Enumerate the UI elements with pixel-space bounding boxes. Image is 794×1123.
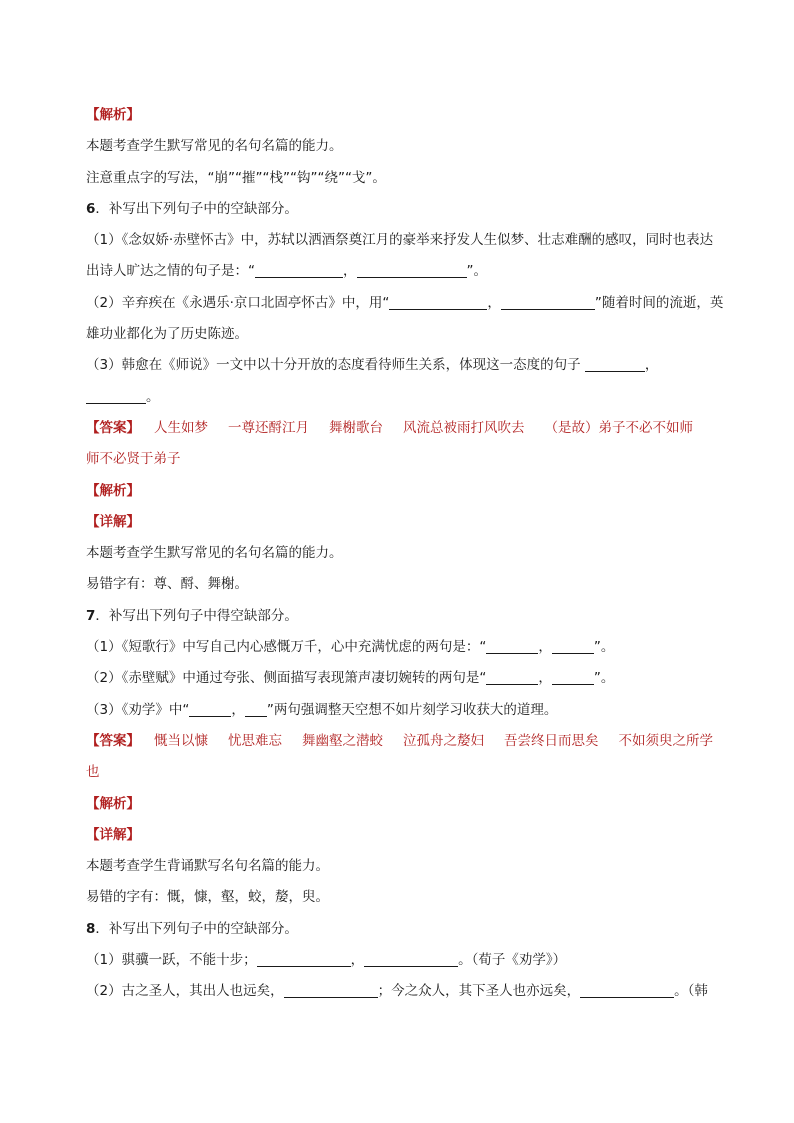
blank-field[interactable] (486, 639, 538, 654)
q7-answer-line1: 【答案】 慨当以慷 忧思难忘 舞幽壑之潜蛟 泣孤舟之嫠妇 吾尝终日而思矣 不如须臾之所学 (86, 732, 713, 749)
q6-detail-text-2: 易错字有：尊、酹、舞榭。 (86, 576, 248, 593)
q6-analysis-label: 【解析】 (86, 482, 140, 499)
question-6-title: 6．补写出下列句子中的空缺部分。 (86, 200, 298, 217)
q6-sub1-line1: （1）《念奴娇·赤壁怀古》中，苏轼以洒酒祭奠江月的豪举来抒发人生似梦、壮志难酬的感叹，同时也表达 (86, 232, 714, 249)
q6-answer-line1: 【答案】 人生如梦 一尊还酹江月 舞榭歌台 风流总被雨打风吹去 （是故）弟子不必不如师 (86, 419, 693, 436)
question-8-title: 8．补写出下列句子中的空缺部分。 (86, 920, 298, 937)
question-7-title: 7．补写出下列句子中得空缺部分。 (86, 607, 298, 624)
q6-sub1-line2: 出诗人旷达之情的句子是：“ ， ”。 (86, 263, 487, 280)
blank-field[interactable] (86, 389, 146, 404)
q6-sub3-line2: 。 (86, 382, 726, 413)
q7-analysis-label: 【解析】 (86, 795, 140, 812)
blank-field[interactable] (389, 295, 487, 310)
document-page (86, 100, 726, 1008)
q7-answer-line2: 也 (86, 764, 100, 781)
q8-sub1: （1）骐骥一跃，不能十步； ， 。（荀子《劝学》） (86, 952, 567, 969)
blank-field[interactable] (552, 639, 594, 654)
q8-sub2: （2）古之圣人，其出人也远矣， ；今之众人，其下圣人也亦远矣， 。（韩 (86, 983, 708, 1000)
blank-field[interactable] (585, 357, 645, 372)
blank-field[interactable] (501, 295, 595, 310)
q7-detail-label: 【详解】 (86, 826, 140, 843)
blank-field[interactable] (255, 263, 343, 278)
blank-field[interactable] (364, 952, 458, 967)
q6-sub3-line1: （3）韩愈在《师说》一文中以十分开放的态度看待师生关系，体现这一态度的句子 ， (86, 357, 659, 374)
q6-detail-label: 【详解】 (86, 513, 140, 530)
blank-field[interactable] (189, 702, 231, 717)
analysis-text-2: 注意重点字的写法，“崩”“摧”“栈”“钩”“绕”“戈”。 (86, 169, 386, 186)
analysis-label-1: 【解析】 (86, 107, 140, 123)
q7-sub3: （3）《劝学》中“ ， ”两句强调整天空想不如片刻学习收获大的道理。 (86, 701, 558, 718)
analysis-text-1: 本题考查学生默写常见的名句名篇的能力。 (86, 138, 343, 155)
blank-field[interactable] (357, 263, 467, 278)
blank-field[interactable] (245, 702, 267, 717)
q7-detail-text-2: 易错的字有：慨，慷，壑，蛟，嫠，臾。 (86, 889, 329, 906)
q6-sub2-line2: 雄功业都化为了历史陈迹。 (86, 326, 248, 343)
blank-field[interactable] (486, 670, 538, 685)
q6-sub2-line1: （2）辛弃疾在《永遇乐·京口北固亭怀古》中，用“ ， ”随着时间的流逝，英 (86, 294, 724, 311)
q6-detail-text-1: 本题考查学生默写常见的名句名篇的能力。 (86, 545, 343, 562)
q6-answer-line2: 师不必贤于弟子 (86, 451, 181, 468)
blank-field[interactable] (580, 983, 674, 998)
blank-field[interactable] (284, 983, 378, 998)
q7-detail-text-1: 本题考查学生背诵默写名句名篇的能力。 (86, 858, 329, 875)
blank-field[interactable] (257, 952, 351, 967)
q7-sub1: （1）《短歌行》中写自己内心感慨万千，心中充满忧虑的两句是：“ ， ”。 (86, 639, 615, 656)
q7-sub2: （2）《赤壁赋》中通过夸张、侧面描写表现箫声凄切婉转的两句是“ ， ”。 (86, 670, 615, 687)
blank-field[interactable] (552, 670, 594, 685)
